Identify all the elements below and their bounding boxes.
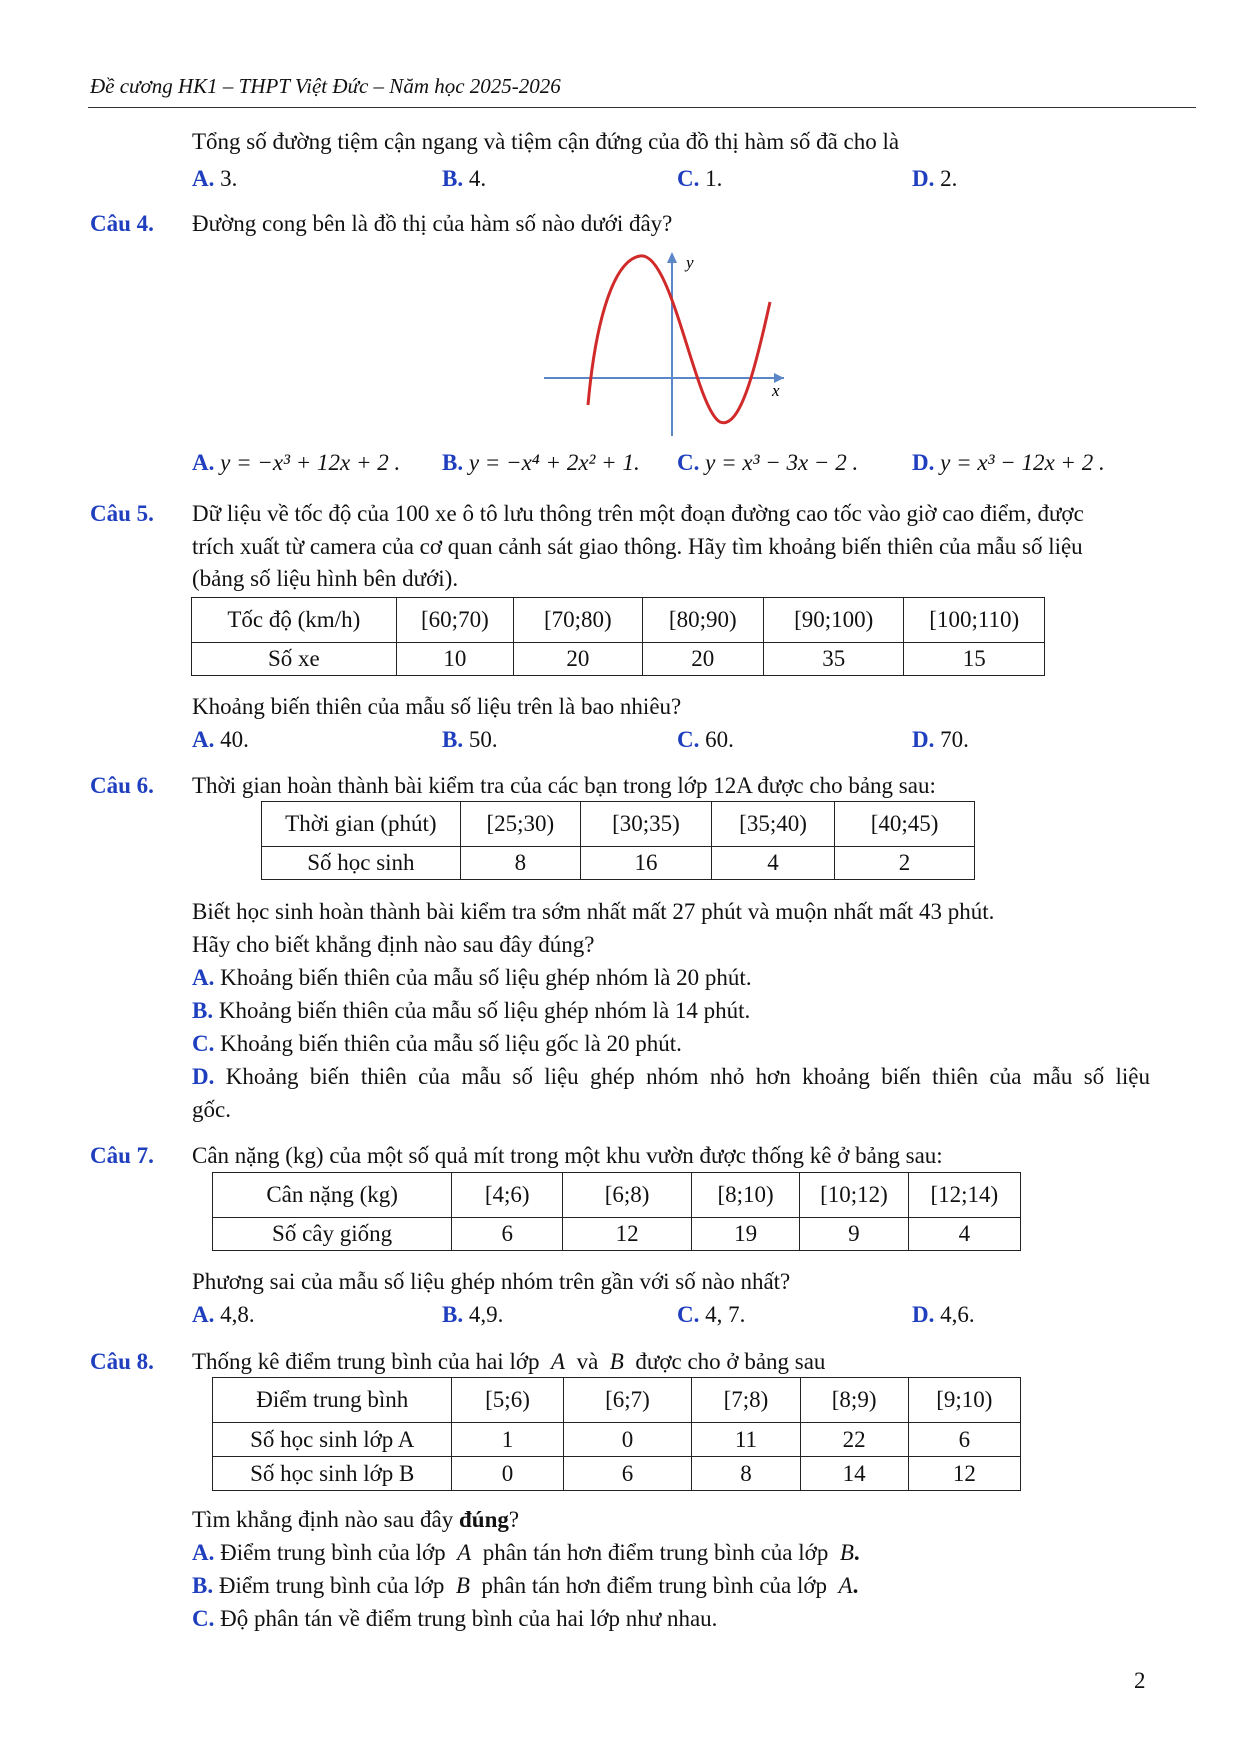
q8-row-label: Số học sinh lớp A	[213, 1423, 452, 1457]
q4-option-a: A. y = −x³ + 12x + 2 .	[192, 450, 401, 475]
q7-number: Câu 7.	[90, 1143, 154, 1168]
q5-header-interval: [90;100)	[764, 598, 904, 643]
q7-text: Cân nặng (kg) của một số quả mít trong một khu vườn được thống kê ở bảng sau:	[192, 1143, 943, 1168]
q7-header-interval: [10;12)	[800, 1173, 908, 1218]
q6-header-label: Thời gian (phút)	[262, 802, 461, 847]
q6-info-line-2: Hãy cho biết khẳng định nào sau đây đúng?	[192, 932, 595, 957]
q8-table	[212, 1377, 1021, 1491]
y-axis-label: y	[686, 253, 694, 272]
q4-text: Đường cong bên là đồ thị của hàm số nào dưới đây?	[192, 211, 673, 236]
q6-option-c: C. Khoảng biến thiên của mẫu số liệu gốc là 20 phút.	[192, 1031, 682, 1056]
q5-row-label: Số xe	[192, 643, 397, 676]
q8-header-label: Điểm trung bình	[213, 1378, 452, 1423]
q6-option-d: D. Khoảng biến thiên của mẫu số liệu ghép nhóm nhỏ hơn khoảng biến thiên của mẫu số liệu	[192, 1064, 1151, 1089]
q6-header-interval: [35;40)	[711, 802, 834, 847]
q5-header-interval: [70;80)	[514, 598, 642, 643]
q5-text-line-3: (bảng số liệu hình bên dưới).	[192, 566, 459, 591]
q8-question: Tìm khẳng định nào sau đây đúng?	[192, 1507, 520, 1532]
q8-header-interval: [6;7)	[563, 1378, 692, 1423]
q6-cell: 4	[711, 847, 834, 880]
q8-cell: 0	[452, 1457, 563, 1491]
q8-cell: 6	[563, 1457, 692, 1491]
q3-option-a: A. 3.	[192, 166, 238, 191]
q8-option-a: A. Điểm trung bình của lớp A phân tán hơn điểm trung bình của lớp B.	[192, 1540, 860, 1565]
q5-number: Câu 5.	[90, 501, 154, 526]
q5-cell: 35	[764, 643, 904, 676]
cubic-curve	[588, 256, 770, 423]
q8-number: Câu 8.	[90, 1349, 154, 1374]
q8-header-interval: [7;8)	[692, 1378, 800, 1423]
q7-option-a: A. 4,8.	[192, 1302, 255, 1327]
q7-option-d: D. 4,6.	[912, 1302, 975, 1327]
q3-text: Tổng số đường tiệm cận ngang và tiệm cận đứng của đồ thị hàm số đã cho là	[192, 129, 900, 154]
q3-option-c: C. 1.	[677, 166, 723, 191]
q5-header-interval: [100;110)	[904, 598, 1045, 643]
q7-row-label: Số cây giống	[213, 1218, 452, 1251]
q8-cell: 1	[452, 1423, 563, 1457]
q6-number: Câu 6.	[90, 773, 154, 798]
q7-option-b: B. 4,9.	[442, 1302, 504, 1327]
q4-cubic-graph	[540, 250, 790, 440]
q5-header-label: Tốc độ (km/h)	[192, 598, 397, 643]
q7-header-interval: [6;8)	[563, 1173, 692, 1218]
q4-option-d: D. y = x³ − 12x + 2 .	[912, 450, 1105, 475]
q7-header-interval: [12;14)	[908, 1173, 1020, 1218]
q6-option-b: B. Khoảng biến thiên của mẫu số liệu ghép nhóm là 14 phút.	[192, 998, 751, 1023]
q8-cell: 11	[692, 1423, 800, 1457]
q5-option-c: C. 60.	[677, 727, 734, 752]
q7-header-interval: [4;6)	[452, 1173, 563, 1218]
q8-row-label: Số học sinh lớp B	[213, 1457, 452, 1491]
q7-cell: 6	[452, 1218, 563, 1251]
q8-header-interval: [9;10)	[908, 1378, 1020, 1423]
q5-text-line-1: Dữ liệu về tốc độ của 100 xe ô tô lưu thông trên một đoạn đường cao tốc vào giờ cao điểm, được	[192, 501, 1084, 526]
q6-cell: 8	[460, 847, 580, 880]
q7-cell: 12	[563, 1218, 692, 1251]
q5-option-b: B. 50.	[442, 727, 498, 752]
q4-option-c: C. y = x³ − 3x − 2 .	[677, 450, 859, 475]
q7-question: Phương sai của mẫu số liệu ghép nhóm trên gần với số nào nhất?	[192, 1269, 791, 1294]
page-number: 2	[1134, 1668, 1146, 1693]
q6-option-d-continued: gốc.	[192, 1097, 231, 1122]
q3-option-b: B. 4.	[442, 166, 487, 191]
q8-text: Thống kê điểm trung bình của hai lớp A và B được cho ở bảng sau	[192, 1349, 826, 1374]
q8-cell: 12	[908, 1457, 1020, 1491]
q7-cell: 19	[691, 1218, 799, 1251]
q8-cell: 14	[800, 1457, 908, 1491]
q5-cell: 20	[642, 643, 763, 676]
q8-cell: 6	[908, 1423, 1020, 1457]
q6-header-interval: [40;45)	[835, 802, 975, 847]
q6-info-line-1: Biết học sinh hoàn thành bài kiểm tra sớm nhất mất 27 phút và muộn nhất mất 43 phút.	[192, 899, 995, 924]
q5-cell: 10	[396, 643, 514, 676]
q7-cell: 4	[908, 1218, 1020, 1251]
q6-cell: 16	[580, 847, 711, 880]
q4-number: Câu 4.	[90, 211, 154, 236]
y-axis-arrow	[667, 252, 677, 263]
q5-text-line-2: trích xuất từ camera của cơ quan cảnh sát giao thông. Hãy tìm khoảng biến thiên của mẫu số liệu	[192, 534, 1083, 559]
q7-table	[212, 1172, 1021, 1251]
q8-cell: 8	[692, 1457, 800, 1491]
header-divider	[88, 107, 1196, 108]
document-header: Đề cương HK1 – THPT Việt Đức – Năm học 2025-2026	[90, 74, 561, 98]
q6-header-interval: [25;30)	[460, 802, 580, 847]
q7-cell: 9	[800, 1218, 908, 1251]
q6-text: Thời gian hoàn thành bài kiểm tra của các bạn trong lớp 12A được cho bảng sau:	[192, 773, 936, 798]
q3-option-d: D. 2.	[912, 166, 958, 191]
q8-header-interval: [5;6)	[452, 1378, 563, 1423]
q8-header-interval: [8;9)	[800, 1378, 908, 1423]
q5-table	[191, 597, 1045, 676]
q8-option-b: B. Điểm trung bình của lớp B phân tán hơn điểm trung bình của lớp A.	[192, 1573, 859, 1598]
q8-option-c: C. Độ phân tán về điểm trung bình của hai lớp như nhau.	[192, 1606, 718, 1631]
q5-question: Khoảng biến thiên của mẫu số liệu trên là bao nhiêu?	[192, 694, 682, 719]
q4-option-b: B. y = −x⁴ + 2x² + 1.	[442, 450, 640, 475]
q6-header-interval: [30;35)	[580, 802, 711, 847]
q5-cell: 20	[514, 643, 642, 676]
q5-cell: 15	[904, 643, 1045, 676]
q5-header-interval: [80;90)	[642, 598, 763, 643]
q7-header-interval: [8;10)	[691, 1173, 799, 1218]
q5-option-a: A. 40.	[192, 727, 249, 752]
q6-option-a: A. Khoảng biến thiên của mẫu số liệu ghép nhóm là 20 phút.	[192, 965, 752, 990]
q8-cell: 22	[800, 1423, 908, 1457]
q6-row-label: Số học sinh	[262, 847, 461, 880]
q6-table	[261, 801, 975, 880]
q5-header-interval: [60;70)	[396, 598, 514, 643]
q7-header-label: Cân nặng (kg)	[213, 1173, 452, 1218]
q5-option-d: D. 70.	[912, 727, 969, 752]
q6-cell: 2	[835, 847, 975, 880]
q8-cell: 0	[563, 1423, 692, 1457]
x-axis-label: x	[772, 381, 780, 400]
q7-option-c: C. 4, 7.	[677, 1302, 746, 1327]
